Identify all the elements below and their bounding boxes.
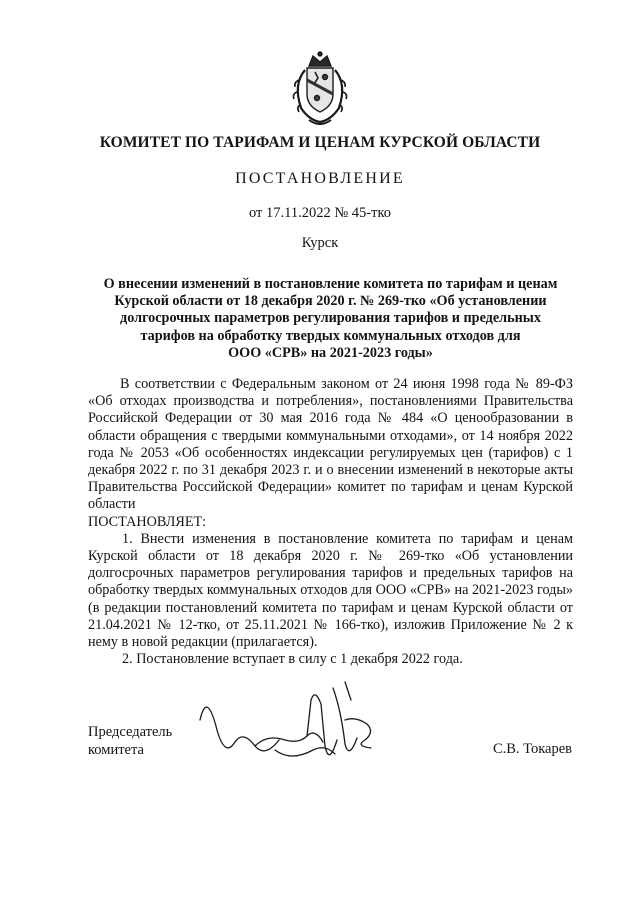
heading-line: ООО «СРВ» на 2021-2023 годы»: [228, 344, 433, 361]
resolution-item-2: 2. Постановление вступает в силу с 1 декабря 2022 года.: [122, 651, 463, 668]
handwritten-signature-icon: [195, 680, 395, 790]
document-heading: [88, 276, 573, 362]
heading-line: Курской области от 18 декабря 2020 г. № 269-тко «Об установлении: [114, 293, 547, 310]
heading-line: долгосрочных параметров регулирования тарифов и предельных: [120, 310, 541, 327]
document-date-number: от 17.11.2022 № 45-тко: [248, 205, 392, 221]
document-body: [88, 376, 573, 668]
coat-of-arms-icon: [287, 50, 353, 128]
preamble-paragraph: В соответствии с Федеральным законом от 24 июня 1998 года № 89-ФЗ «Об отходах производства и потребления», постановлениями Правительства Российской Федерации от 30 мая 2016 года № 484 «О ценообразовании в области обращения с твердыми коммунальными отходами», от 14 ноября 2022 года № 2053 «Об особенностях индексации регулируемых цен (тарифов) с 1 декабря 2022 г. по 31 декабря 2023 г. и о внесении изменений в некоторые акты Правительства Российской Федерации» комитет по тарифам и ценам Курской области: [88, 376, 573, 513]
document-type: ПОСТАНОВЛЕНИЕ: [235, 170, 405, 187]
signatory-name: С.В. Токарев: [492, 741, 572, 757]
signatory-position-line: Председатель: [88, 724, 173, 740]
heading-line: О внесении изменений в постановление комитета по тарифам и ценам: [103, 276, 558, 292]
organization-title: КОМИТЕТ ПО ТАРИФАМ И ЦЕНАМ КУРСКОЙ ОБЛАСТИ: [99, 134, 541, 151]
heading-line: тарифов на обработку твердых коммунальных отходов для: [140, 327, 521, 344]
signatory-position: [88, 723, 172, 759]
document-city: Курск: [301, 235, 339, 251]
resolution-item-1: 1. Внести изменения в постановление комитета по тарифам и ценам Курской области от 18 декабря 2020 г. № 269-тко «Об установлении долгосрочных параметров регулирования тарифов и предельных тарифов на обработку твердых коммунальных отходов для ООО «СРВ» на 2021-2023 годы» (в редакции постановлений комитета по тарифам и ценам Курской области от 21.04.2021 № 12-тко, от 25.11.2021 № 166-тко), изложив Приложение № 2 к нему в новой редакции (прилагается).: [88, 530, 573, 651]
signatory-position-line: комитета: [88, 742, 144, 758]
resolves-label: ПОСТАНОВЛЯЕТ:: [88, 513, 207, 530]
